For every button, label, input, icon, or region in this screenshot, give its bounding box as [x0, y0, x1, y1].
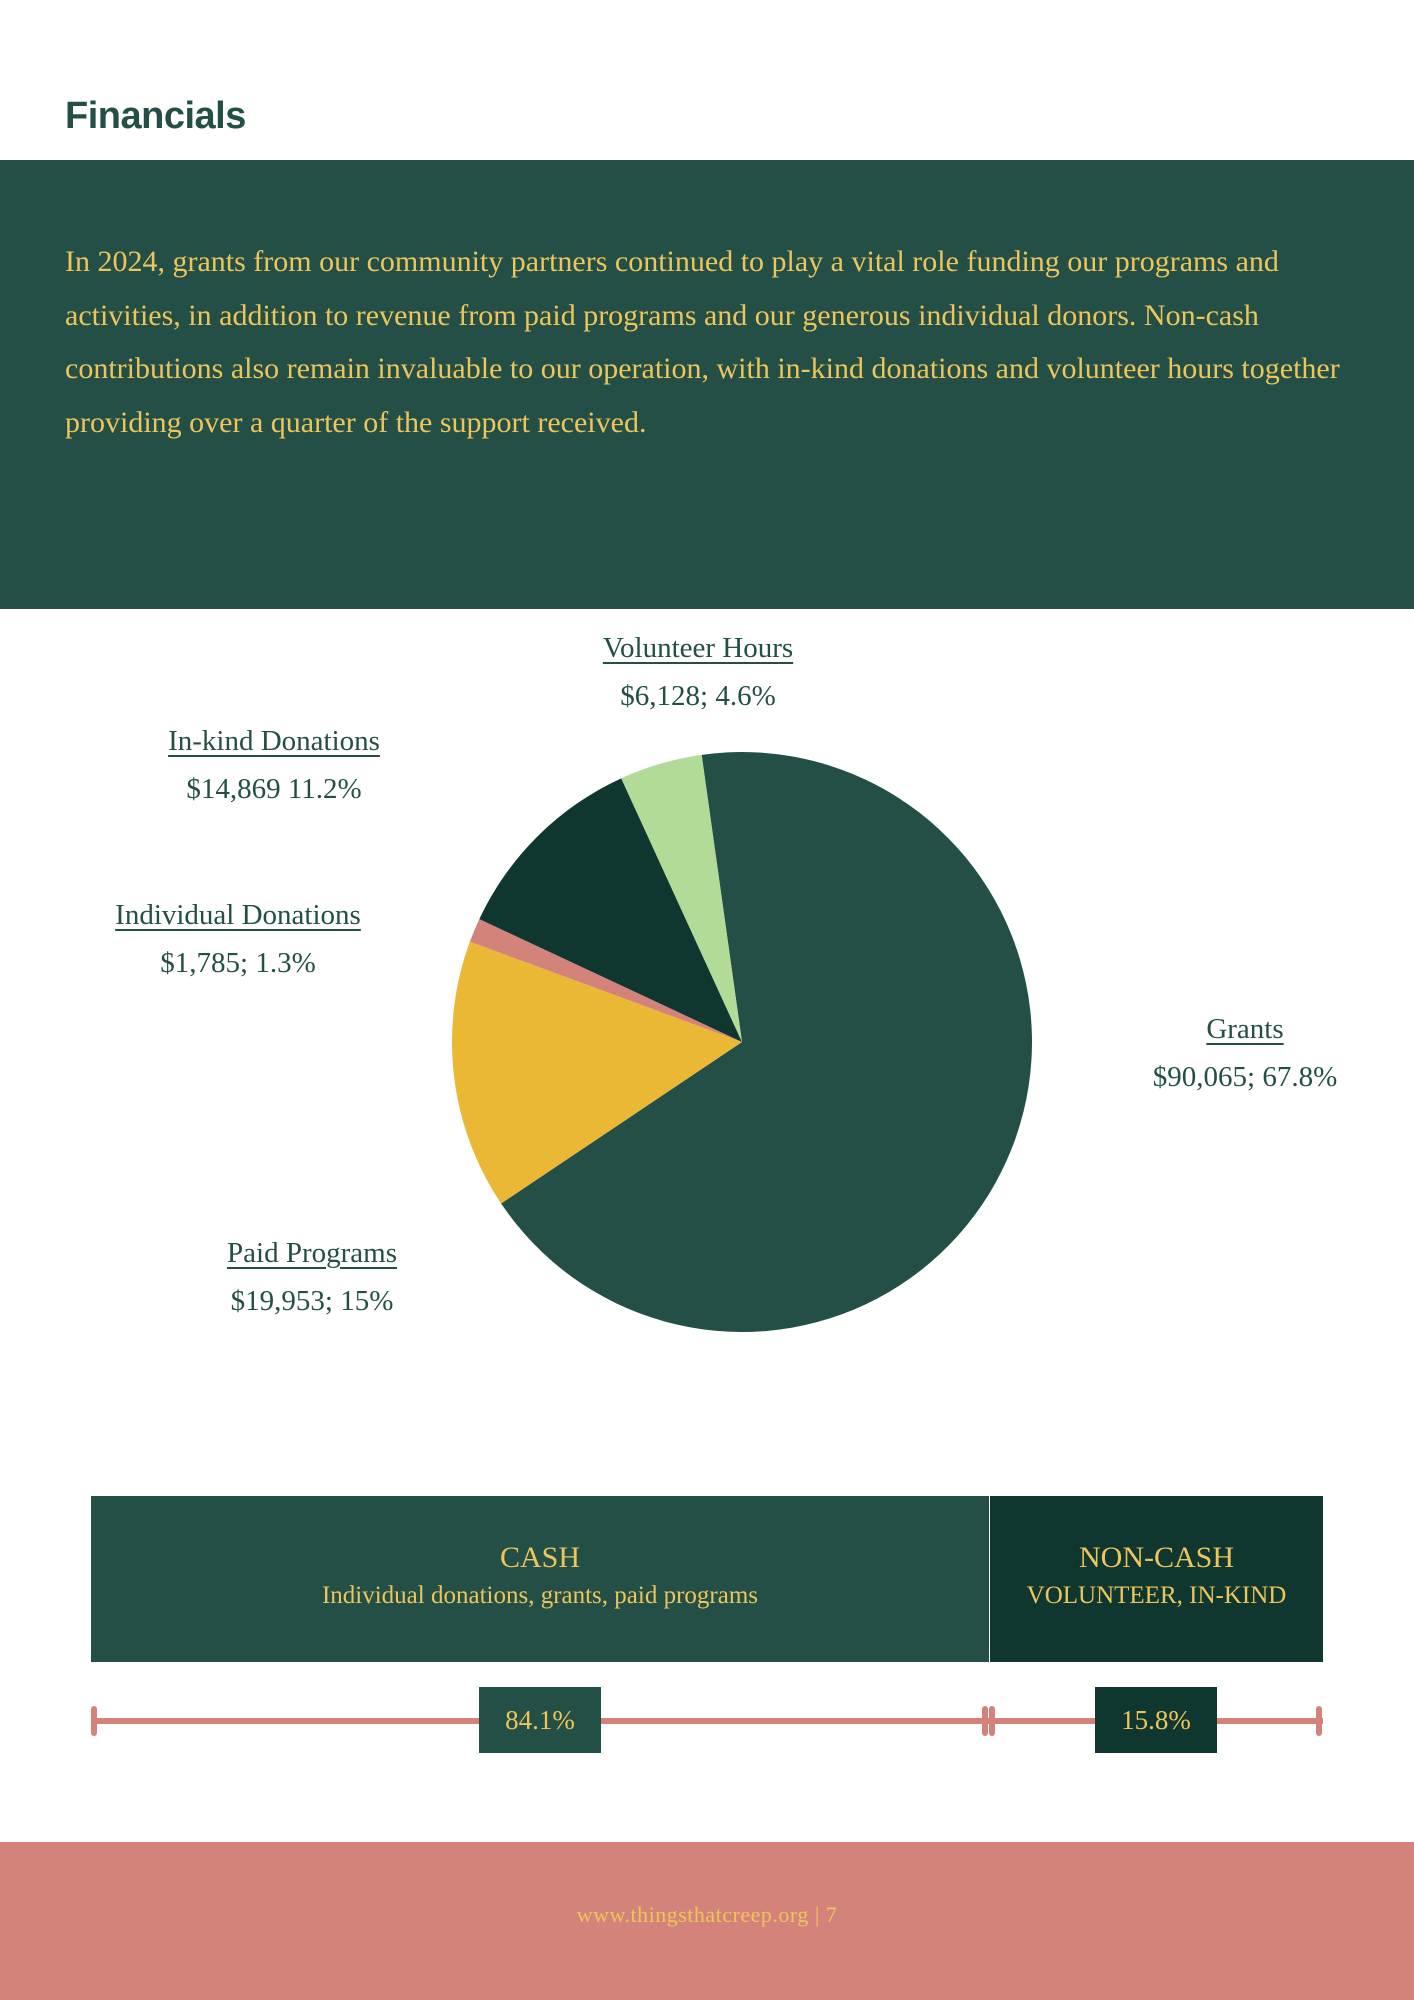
slice-value-grants: $90,065; 67.8% — [1152, 1061, 1338, 1093]
slice-name-paid-programs: Paid Programs — [227, 1237, 397, 1269]
intro-paragraph: In 2024, grants from our community partners continued to play a vital role funding our programs and activities, in addition to revenue from paid programs and our generous individual donors. Non-cash contributions also remain invaluable to our operation, with in-kind donations and volunteer hours together providing over a quarter of the support received. — [65, 245, 1340, 439]
label-individual-donations — [78, 891, 398, 987]
label-paid-programs — [192, 1229, 432, 1325]
slice-value-individual-donations: $1,785; 1.3% — [160, 947, 316, 979]
noncash-subtitle: VOLUNTEER, IN-KIND — [1026, 1582, 1287, 1609]
noncash-percent-badge: 15.8% — [1095, 1687, 1217, 1753]
slice-name-grants: Grants — [1206, 1013, 1284, 1045]
footer — [0, 1842, 1414, 2000]
noncash-box — [990, 1496, 1323, 1662]
label-inkind-donations — [124, 717, 424, 813]
footer-url-page: www.thingsthatcreep.org | 7 — [576, 1902, 838, 1927]
label-volunteer-hours — [558, 624, 838, 720]
slice-value-volunteer-hours: $6,128; 4.6% — [620, 680, 776, 712]
cash-box — [91, 1496, 989, 1662]
scale-tick-end — [1316, 1706, 1322, 1736]
cash-subtitle: Individual donations, grants, paid programs — [321, 1582, 759, 1609]
slice-name-volunteer-hours: Volunteer Hours — [602, 632, 794, 664]
intro-band — [0, 160, 1414, 609]
slice-name-inkind-donations: In-kind Donations — [168, 725, 380, 757]
noncash-title: NON-CASH — [1078, 1541, 1234, 1574]
slice-name-individual-donations: Individual Donations — [115, 899, 361, 931]
scale-tick-start — [91, 1706, 97, 1736]
slice-value-inkind-donations: $14,869 11.2% — [186, 773, 362, 805]
scale-tick-divider-right — [989, 1706, 995, 1736]
slice-value-paid-programs: $19,953; 15% — [230, 1285, 394, 1317]
cash-title: CASH — [499, 1541, 581, 1574]
cash-percent-badge: 84.1% — [479, 1687, 601, 1753]
scale-tick-divider-left — [982, 1706, 988, 1736]
page-title: Financials — [65, 95, 246, 137]
label-grants — [1120, 1005, 1370, 1101]
